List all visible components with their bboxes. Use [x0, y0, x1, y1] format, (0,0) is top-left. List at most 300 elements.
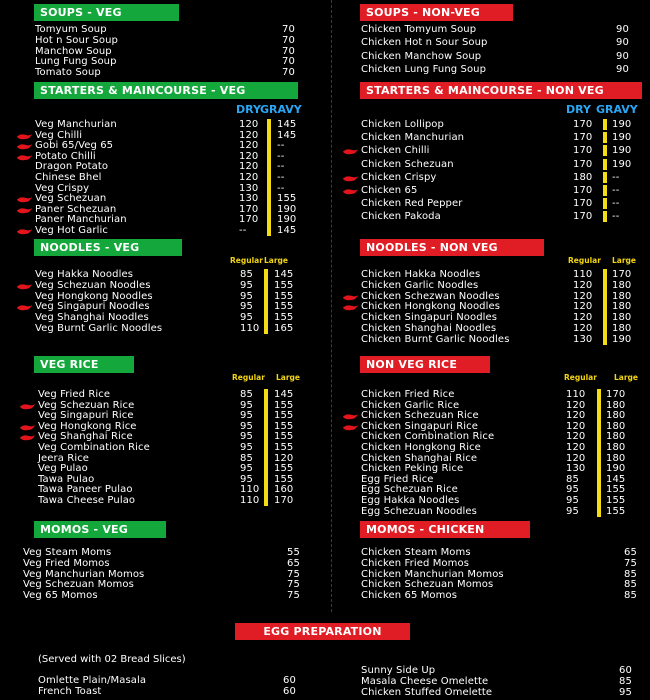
spicy-chili-icon	[343, 293, 358, 300]
item-price: 110	[240, 323, 260, 334]
item-price-large: 155	[274, 312, 294, 324]
item-name: Veg Schezuan	[35, 193, 107, 205]
item-price: 120	[239, 150, 259, 162]
item-name: Potato Chilli	[35, 150, 96, 162]
item-name: Gobi 65/Veg 65	[35, 140, 114, 152]
noodles-nonveg-item	[0, 301, 650, 312]
item-price: 170	[573, 158, 593, 170]
item-name: Chinese Bhel	[35, 172, 102, 183]
item-name: Chicken Steam Moms	[361, 547, 471, 558]
noodles-nonveg-subheader-col2: Large	[612, 256, 636, 265]
item-name: Paner Schezuan	[35, 203, 117, 215]
momos-chicken-item	[0, 579, 650, 590]
noodles-nonveg-item	[0, 312, 650, 323]
spicy-chili-icon	[343, 423, 358, 430]
item-name: French Toast	[38, 686, 102, 697]
starters-nonveg-subheader-col2: GRAVY	[596, 103, 638, 116]
noodles-veg-header: NOODLES - VEG	[34, 239, 182, 256]
item-name: Chicken Tomyum Soup	[361, 24, 477, 35]
price-separator-bar	[597, 400, 601, 411]
item-price: 75	[287, 568, 300, 580]
item-price-large: 145	[274, 389, 294, 400]
rice-nonveg-item	[0, 453, 650, 464]
price-separator-bar	[597, 463, 601, 474]
item-price: 110	[566, 389, 586, 400]
item-price-large: 145	[277, 129, 297, 141]
starters-nonveg-item	[0, 119, 650, 130]
item-name: Tomato Soup	[35, 67, 101, 79]
price-separator-bar	[597, 495, 601, 506]
item-name: Veg Shanghai Noodles	[35, 312, 149, 324]
item-name: Chicken Singapuri Noodles	[361, 312, 498, 324]
item-price: 95	[240, 301, 253, 313]
item-price: 120	[566, 420, 586, 432]
item-price-large: --	[612, 171, 620, 183]
item-price-large: 160	[274, 484, 294, 496]
rice-nonveg-item	[0, 421, 650, 432]
item-price-large: 155	[274, 399, 294, 411]
item-price-large: 190	[277, 203, 297, 215]
item-name: Chicken Fried Momos	[361, 557, 470, 569]
item-name: Chicken Schezuan	[361, 158, 454, 170]
item-name: Paner Manchurian	[35, 214, 127, 226]
noodles-nonveg-item	[0, 291, 650, 302]
item-price-large: 155	[606, 484, 626, 496]
item-price: 60	[283, 686, 296, 697]
soups-nonveg-item	[0, 24, 650, 35]
item-name: Veg Hakka Noodles	[35, 269, 134, 280]
item-price: 95	[240, 410, 253, 422]
item-price: 70	[282, 24, 295, 35]
item-price-large: 190	[612, 158, 632, 170]
item-price-large: --	[612, 198, 620, 210]
item-price-large: 155	[606, 505, 626, 517]
item-price: 95	[240, 399, 253, 411]
starters-nonveg-item	[0, 145, 650, 156]
item-price-large: --	[612, 185, 620, 196]
rice-veg-header: VEG RICE	[34, 356, 134, 373]
item-name: Chicken Schezuan Rice	[361, 410, 479, 422]
soups-nonveg-header: SOUPS - NON-VEG	[360, 4, 513, 21]
item-price: 130	[566, 463, 586, 475]
item-price: 95	[240, 431, 253, 443]
item-price-large: 155	[274, 410, 294, 422]
item-price-large: 180	[606, 431, 626, 443]
noodles-veg-subheader-col1: Regular	[230, 256, 263, 265]
item-name: Chicken Lung Fung Soup	[361, 63, 487, 75]
price-separator-bar	[597, 431, 601, 442]
item-price-large: --	[612, 211, 620, 223]
item-price: 95	[240, 442, 253, 453]
item-price: 120	[239, 161, 259, 173]
item-price-large: 190	[612, 333, 632, 345]
item-name: Veg Singapuri Rice	[38, 410, 134, 422]
item-price: 120	[239, 119, 259, 130]
item-name: Veg Singapuri Noodles	[35, 301, 150, 313]
item-price-large: 155	[274, 442, 294, 453]
rice-nonveg-item	[0, 400, 650, 411]
price-separator-bar	[597, 506, 601, 517]
item-price: 170	[239, 214, 259, 226]
soups-veg-header: SOUPS - VEG	[34, 4, 179, 21]
item-name: Chicken Hot n Sour Soup	[361, 37, 488, 49]
item-price-large: 180	[612, 279, 632, 291]
rice-nonveg-header: NON VEG RICE	[360, 356, 490, 373]
starters-nonveg-subheader-col1: DRY	[566, 103, 591, 116]
item-name: Chicken Schezuan Momos	[361, 579, 494, 591]
item-price: 120	[566, 442, 586, 453]
item-name: Chicken Burnt Garlic Noodles	[361, 333, 510, 345]
momos-chicken-header: MOMOS - CHICKEN	[360, 521, 530, 538]
item-name: Chicken Stuffed Omelette	[361, 687, 493, 698]
price-separator-bar	[603, 198, 607, 209]
item-name: Chicken Manchurian Momos	[361, 568, 504, 580]
item-name: Tawa Paneer Pulao	[38, 484, 133, 496]
rice-nonveg-item	[0, 442, 650, 453]
item-price: 120	[573, 290, 593, 302]
price-separator-bar	[267, 225, 271, 236]
item-name: Chicken Lollipop	[361, 119, 444, 130]
item-price: 130	[573, 333, 593, 345]
price-separator-bar	[597, 453, 601, 464]
price-separator-bar	[603, 132, 607, 143]
momos-veg-header: MOMOS - VEG	[34, 521, 166, 538]
item-name: Veg 65 Momos	[23, 590, 98, 602]
noodles-nonveg-item	[0, 323, 650, 334]
item-price-large: 170	[612, 269, 632, 280]
price-separator-bar	[603, 301, 607, 312]
item-name: Chicken Combination Rice	[361, 431, 495, 443]
item-name: Veg Schezuan Momos	[23, 579, 134, 591]
starters-nonveg-header: STARTERS & MAINCOURSE - NON VEG	[360, 82, 642, 99]
item-price-large: 180	[606, 442, 626, 453]
item-price-large: 190	[277, 214, 297, 226]
item-price-large: 155	[274, 290, 294, 302]
item-price: 85	[240, 269, 253, 280]
item-price: 85	[240, 389, 253, 400]
item-price-large: 155	[277, 193, 297, 205]
item-name: Tawa Cheese Pulao	[38, 495, 136, 506]
price-separator-bar	[597, 421, 601, 432]
item-price: 120	[573, 279, 593, 291]
item-name: Veg Fried Momos	[23, 557, 110, 569]
item-price-large: 155	[274, 431, 294, 443]
item-name: Egg Fried Rice	[361, 473, 434, 485]
item-name: Jeera Rice	[38, 452, 90, 464]
item-price: 90	[616, 24, 629, 35]
item-price: 95	[240, 290, 253, 302]
item-price-large: 170	[274, 495, 294, 506]
item-price-large: 155	[274, 279, 294, 291]
item-price: 70	[282, 45, 295, 57]
item-price: 95	[240, 312, 253, 324]
momos-chicken-item	[0, 569, 650, 580]
starters-nonveg-item	[0, 172, 650, 183]
item-price: 170	[573, 119, 593, 130]
item-price: 120	[566, 399, 586, 411]
noodles-nonveg-item	[0, 269, 650, 280]
item-name: Chicken Shanghai Rice	[361, 452, 478, 464]
spicy-chili-icon	[343, 174, 358, 181]
item-name: Chicken Hongkong Rice	[361, 442, 481, 453]
item-price: 85	[624, 590, 637, 602]
starters-veg-subheader-col1: DRY	[236, 103, 261, 116]
item-price: 110	[573, 269, 593, 280]
item-price: 170	[239, 203, 259, 215]
item-price-large: 165	[274, 323, 294, 334]
item-price: 120	[239, 172, 259, 183]
item-name: Veg Pulao	[38, 463, 88, 475]
item-price: 55	[287, 547, 300, 558]
item-price: 85	[619, 676, 632, 687]
item-name: Veg Combination Rice	[38, 442, 150, 453]
item-price-large: 155	[274, 473, 294, 485]
item-price-large: 170	[606, 389, 626, 400]
item-price-large: 190	[612, 145, 632, 157]
momos-chicken-item	[0, 558, 650, 569]
spicy-chili-icon	[17, 227, 32, 234]
item-name: Chicken Chilli	[361, 145, 430, 157]
rice-nonveg-item	[0, 431, 650, 442]
item-price: 120	[566, 410, 586, 422]
item-price: 90	[616, 37, 629, 49]
item-name: Egg Schezuan Noodles	[361, 505, 477, 517]
item-price-large: 180	[606, 410, 626, 422]
price-separator-bar	[603, 211, 607, 222]
item-price: 120	[573, 312, 593, 324]
item-price: 120	[573, 301, 593, 313]
item-price: 110	[240, 484, 260, 496]
rice-nonveg-item	[0, 495, 650, 506]
egg-item	[0, 687, 650, 698]
spicy-chili-icon	[343, 147, 358, 154]
starters-nonveg-item	[0, 129, 650, 144]
item-price-large: 155	[274, 463, 294, 475]
price-separator-bar	[603, 185, 607, 196]
item-price-large: 145	[274, 269, 294, 280]
price-separator-bar	[597, 389, 601, 400]
item-price: 120	[566, 431, 586, 443]
rice-nonveg-subheader-col1: Regular	[564, 373, 597, 382]
item-name: Lung Fung Soup	[35, 56, 117, 68]
egg-bread-note: (Served with 02 Bread Slices)	[38, 654, 186, 665]
item-price: 180	[573, 171, 593, 183]
starters-veg-header: STARTERS & MAINCOURSE - VEG	[34, 82, 298, 99]
item-price-large: 180	[612, 301, 632, 313]
item-price-large: 180	[606, 420, 626, 432]
starters-nonveg-item	[0, 182, 650, 196]
item-price: 65	[287, 557, 300, 569]
item-name: Veg Shanghai Rice	[38, 431, 133, 443]
item-name: Veg Chilli	[35, 129, 83, 141]
price-separator-bar	[603, 269, 607, 280]
price-separator-bar	[603, 291, 607, 302]
item-name: Chicken Garlic Rice	[361, 399, 460, 411]
rice-nonveg-item	[0, 484, 650, 495]
noodles-nonveg-item	[0, 280, 650, 291]
item-price: 95	[240, 463, 253, 475]
price-separator-bar	[603, 280, 607, 291]
soups-nonveg-item	[0, 64, 650, 75]
item-price-large: 155	[274, 420, 294, 432]
starters-veg-subheader-col2: GRAVY	[260, 103, 302, 116]
item-price: 95	[240, 279, 253, 291]
item-price: 70	[282, 34, 295, 46]
item-name: Chicken 65 Momos	[361, 590, 458, 602]
price-separator-bar	[597, 484, 601, 495]
item-name: Veg Burnt Garlic Noodles	[35, 323, 163, 334]
item-name: Hot n Sour Soup	[35, 34, 118, 46]
price-separator-bar	[603, 145, 607, 156]
noodles-veg-subheader-col2: Large	[264, 256, 288, 265]
item-price: 95	[619, 687, 632, 698]
item-price-large: 145	[277, 119, 297, 130]
price-separator-bar	[603, 323, 607, 334]
item-price-large: 180	[606, 399, 626, 411]
price-separator-bar	[597, 442, 601, 453]
item-price-large: 155	[274, 301, 294, 313]
item-price: 130	[239, 193, 259, 205]
rice-veg-subheader-col1: Regular	[232, 373, 265, 382]
rice-nonveg-subheader-col2: Large	[614, 373, 638, 382]
noodles-nonveg-header: NOODLES - NON VEG	[360, 239, 544, 256]
item-name: Veg Fried Rice	[38, 389, 111, 400]
item-price: 170	[573, 132, 593, 144]
item-price: --	[239, 225, 247, 236]
item-price-large: 180	[606, 452, 626, 464]
item-price: 120	[239, 140, 259, 152]
item-price: 130	[239, 182, 259, 194]
item-price-large: 145	[606, 473, 626, 485]
spicy-chili-icon	[343, 187, 358, 194]
rice-nonveg-item	[0, 474, 650, 485]
item-name: Chicken Hakka Noodles	[361, 269, 481, 280]
item-price: 70	[282, 56, 295, 68]
noodles-nonveg-item	[0, 334, 650, 345]
item-name: Manchow Soup	[35, 45, 112, 57]
item-name: Omlette Plain/Masala	[38, 675, 147, 686]
item-price: 70	[282, 67, 295, 79]
item-name: Veg Crispy	[35, 182, 90, 194]
item-name: Veg Steam Moms	[23, 547, 112, 558]
item-price: 85	[240, 452, 253, 464]
item-price: 95	[566, 495, 579, 506]
item-name: Veg Schezuan Noodles	[35, 279, 151, 291]
item-name: Chicken Shanghai Noodles	[361, 323, 497, 334]
item-price: 75	[287, 590, 300, 602]
item-price-large: 120	[274, 452, 294, 464]
item-price: 170	[573, 211, 593, 223]
item-name: Chicken Schezwan Noodles	[361, 290, 500, 302]
item-name: Dragon Potato	[35, 161, 109, 173]
item-name: Chicken 65	[361, 185, 418, 196]
item-price-large: 190	[612, 132, 632, 144]
price-separator-bar	[603, 312, 607, 323]
item-price-large: --	[277, 140, 285, 152]
item-price-large: 145	[277, 225, 297, 236]
item-price: 75	[624, 557, 637, 569]
item-price: 60	[283, 675, 296, 686]
item-price: 90	[616, 50, 629, 62]
price-separator-bar	[603, 159, 607, 170]
item-price-large: 190	[612, 119, 632, 130]
item-price: 90	[616, 63, 629, 75]
item-price: 75	[287, 579, 300, 591]
item-name: Egg Hakka Noodles	[361, 495, 460, 506]
item-name: Chicken Manchow Soup	[361, 50, 482, 62]
item-price: 65	[624, 547, 637, 558]
item-name: Chicken Manchurian	[361, 132, 465, 144]
item-name: Tomyum Soup	[35, 24, 107, 35]
soups-nonveg-item	[0, 34, 650, 49]
rice-nonveg-item	[0, 506, 650, 517]
item-price: 60	[619, 665, 632, 676]
item-price-large: --	[277, 172, 285, 183]
price-separator-bar	[597, 474, 601, 485]
price-separator-bar	[603, 119, 607, 130]
soups-nonveg-item	[0, 51, 650, 62]
item-name: Chicken Fried Rice	[361, 389, 455, 400]
item-price: 120	[566, 452, 586, 464]
item-price-large: --	[277, 182, 285, 194]
item-price-large: 190	[606, 463, 626, 475]
item-price: 85	[624, 568, 637, 580]
item-price-large: --	[277, 161, 285, 173]
rice-nonveg-item	[0, 410, 650, 421]
item-price-large: 180	[612, 323, 632, 334]
item-name: Chicken Red Pepper	[361, 198, 463, 210]
egg-preparation-header: EGG PREPARATION	[235, 623, 410, 640]
item-name: Chicken Pakoda	[361, 211, 441, 223]
item-price: 95	[566, 505, 579, 517]
item-name: Tawa Pulao	[38, 473, 95, 485]
item-price: 95	[240, 420, 253, 432]
egg-item	[0, 665, 650, 676]
item-name: Veg Manchurian	[35, 119, 117, 130]
spicy-chili-icon	[343, 412, 358, 419]
item-price-large: 180	[612, 312, 632, 324]
item-name: Veg Hot Garlic	[35, 225, 108, 236]
item-name: Sunny Side Up	[361, 665, 436, 676]
starters-veg-item	[0, 225, 650, 236]
item-price-large: 155	[606, 495, 626, 506]
item-price: 120	[573, 323, 593, 334]
item-name: Chicken Crispy	[361, 171, 437, 183]
item-price: 95	[566, 484, 579, 496]
price-separator-bar	[603, 334, 607, 345]
price-separator-bar	[597, 410, 601, 421]
item-name: Egg Schezuan Rice	[361, 484, 458, 496]
noodles-nonveg-subheader-col1: Regular	[568, 256, 601, 265]
item-name: Veg Manchurian Momos	[23, 568, 145, 580]
price-separator-bar	[603, 172, 607, 183]
item-name: Veg Schezuan Rice	[38, 399, 135, 411]
item-price: 170	[573, 145, 593, 157]
starters-nonveg-item	[0, 211, 650, 222]
momos-chicken-item	[0, 590, 650, 601]
item-price-large: --	[277, 150, 285, 162]
momos-chicken-item	[0, 547, 650, 558]
item-price: 120	[239, 129, 259, 141]
item-price: 110	[240, 495, 260, 506]
item-price: 170	[573, 185, 593, 196]
rice-nonveg-item	[0, 389, 650, 400]
item-price: 95	[240, 473, 253, 485]
item-price-large: 180	[612, 290, 632, 302]
item-name: Chicken Peking Rice	[361, 463, 464, 475]
item-price: 85	[566, 473, 579, 485]
spicy-chili-icon	[343, 303, 358, 310]
